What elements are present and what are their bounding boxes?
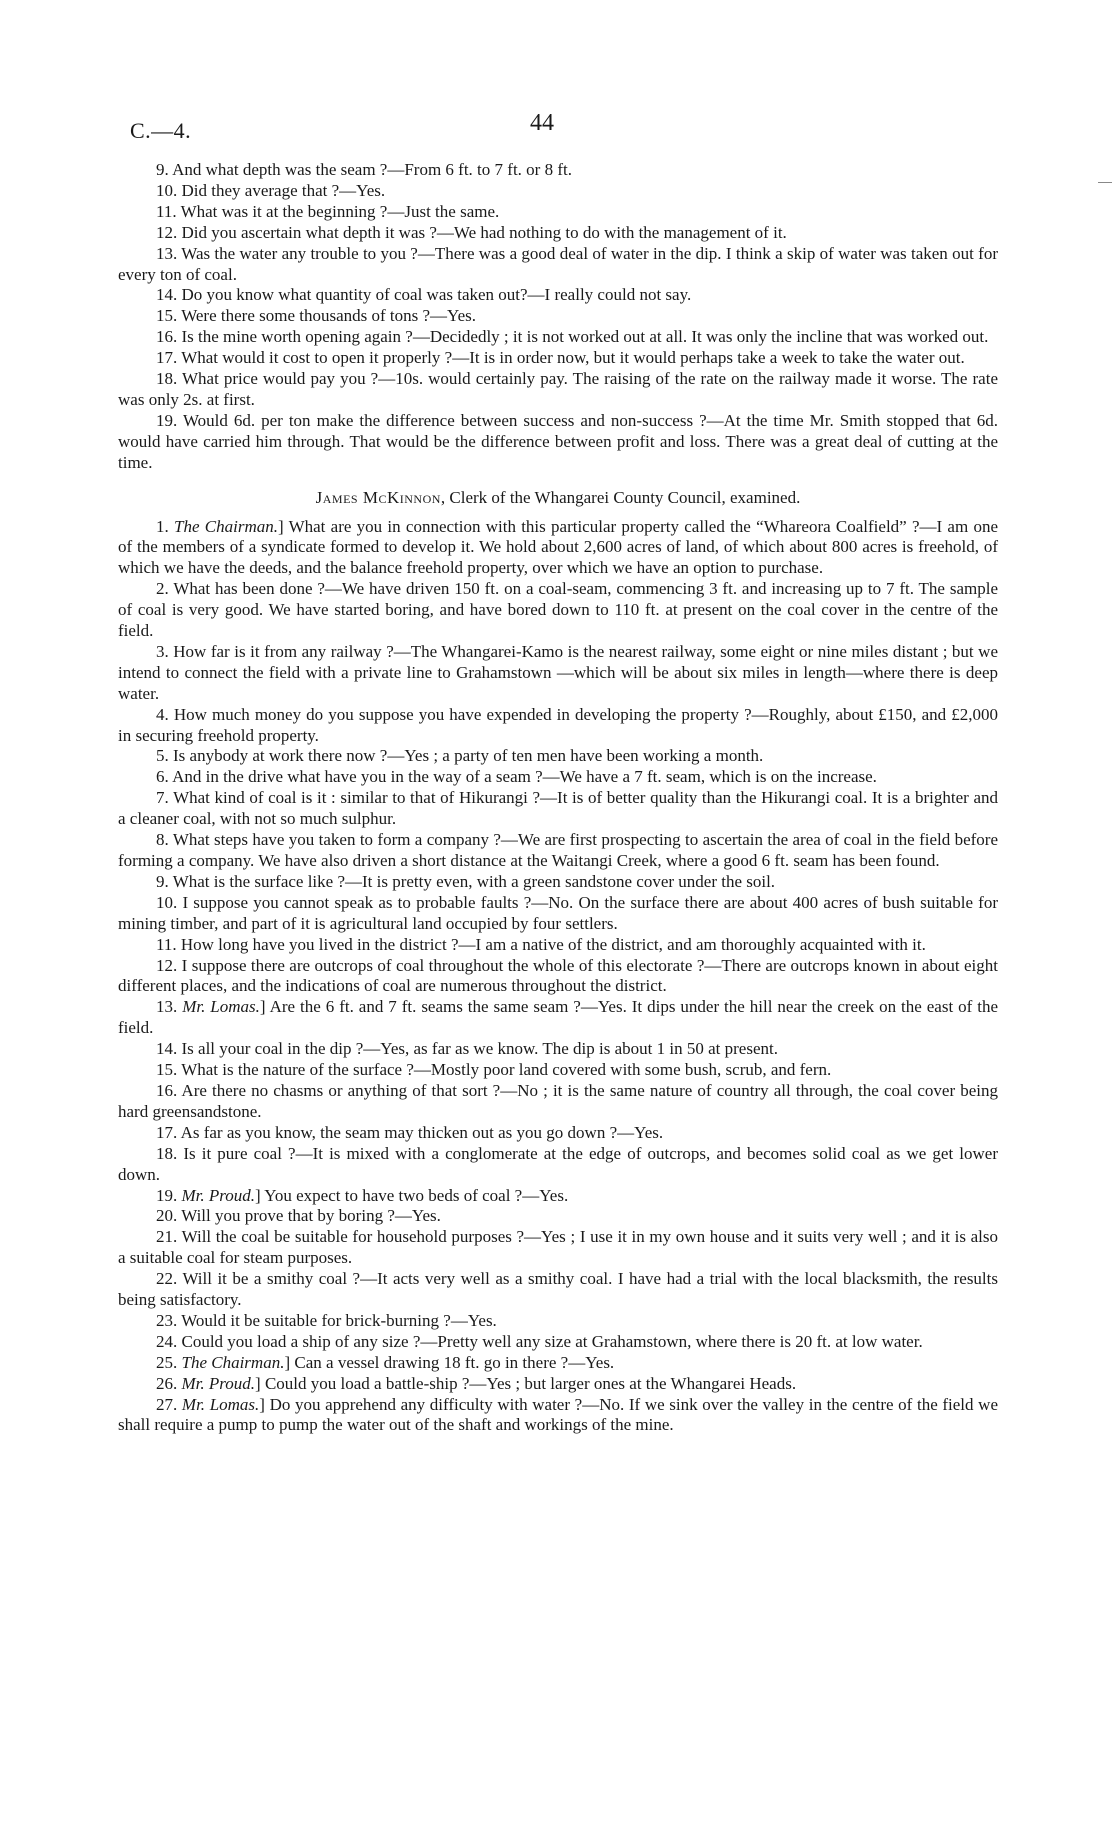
question-paragraph: 19. Mr. Proud.] You expect to have two beds of coal ?—Yes. — [156, 1185, 569, 1205]
question-paragraph — [118, 285, 998, 306]
question-number: 10. — [156, 180, 178, 200]
question-answer-text: And what depth was the seam ?—From 6 ft. to 7 ft. or 8 ft. — [172, 160, 572, 179]
question-number: 7. — [156, 788, 169, 808]
question-answer-text: Are the 6 ft. and 7 ft. seams the same seam ?—Yes. It dips under the hill near the creek on the east of the field. — [118, 997, 998, 1038]
question-answer-text: And in the drive what have you in the way of a seam ?—We have a 7 ft. seam, which is on the increase. — [172, 767, 877, 787]
question-answer-text: What would it cost to open it properly ?—It is in order now, but it would perhaps take a week to take the water out. — [181, 348, 965, 368]
question-paragraph — [118, 705, 998, 747]
question-answer-text: What has been done ?—We have driven 150 ft. on a coal-seam, commencing 3 ft. and increasing up to 7 ft. The sample of coal is very good. We have started boring, and have bored down to 110 ft. at present on the coal cover in the centre of the field. — [118, 579, 998, 641]
speaker-name: Mr. Lomas. — [181, 1394, 260, 1414]
witness-name: James McKinnon — [315, 487, 441, 507]
question-paragraph — [118, 872, 998, 893]
document-body — [118, 160, 998, 1436]
speaker-name: The Chairman. — [181, 1352, 285, 1372]
question-paragraph — [118, 767, 998, 788]
question-paragraph — [118, 746, 998, 767]
question-answer-text: What was it at the beginning ?—Just the same. — [180, 201, 500, 221]
question-number: 23. — [156, 1310, 178, 1330]
question-paragraph — [118, 1206, 998, 1227]
question-number: 21. — [156, 1227, 178, 1247]
question-paragraph — [118, 160, 998, 181]
question-paragraph — [118, 830, 998, 872]
question-number: 14. — [156, 1039, 178, 1059]
question-answer-text: I suppose you cannot speak as to probable faults ?—No. On the surface there are about 400 acres of bush suitable for mining timber, and part of it is agricultural land occupied by four settlers. — [118, 892, 998, 933]
question-answer-text: What is the surface like ?—It is pretty even, with a green sandstone cover under the soil. — [172, 871, 776, 891]
paper-reference: C.—4. — [130, 118, 192, 143]
question-answer-text: Is the mine worth opening again ?—Decidedly ; it is not worked out at all. It was only the incline that was worked out. — [181, 327, 989, 347]
question-paragraph — [118, 181, 998, 202]
question-paragraph — [118, 223, 998, 244]
question-answer-text: How far is it from any railway ?—The Whangarei-Kamo is the nearest railway, some eight or nine miles distant ; but we intend to connect the field with a private line to Grahamstown —which will be about six miles in length—where there is deep water. — [118, 641, 998, 703]
question-number: 10. — [156, 892, 178, 912]
question-answer-text: What are you in connection with this particular property called the “Whareora Coalfield” ?—I am one of the members of a syndicate formed to develop it. We hold about 2,600 acres of land, of which about 800 acres is freehold, of which we have the deeds, and the balance freehold property, over which we have an option to purchase. — [118, 516, 998, 578]
question-paragraph — [118, 788, 998, 830]
question-answer-text: What kind of coal is it : similar to that of Hikurangi ?—It is of better quality than the Hikurangi coal. It is a brighter and a cleaner coal, with not so much sulphur. — [118, 788, 998, 829]
question-paragraph: 27. Mr. Lomas.] Do you apprehend any difficulty with water ?—No. If we sink over the valley in the centre of the field we shall require a pump to pump the water out of the shaft and workings of the mine. — [118, 1394, 998, 1435]
question-paragraph — [118, 579, 998, 642]
question-number: 2. — [156, 579, 169, 599]
question-paragraph — [118, 1123, 998, 1144]
question-answer-text: Is anybody at work there now ?—Yes ; a party of ten men have been working a month. — [173, 746, 764, 766]
question-number: 12. — [156, 955, 178, 975]
question-paragraph — [118, 327, 998, 348]
question-answer-text: Can a vessel drawing 18 ft. go in there ?—Yes. — [294, 1352, 615, 1372]
question-number: 27. — [156, 1394, 178, 1414]
question-answer-text: Will the coal be suitable for household purposes ?—Yes ; I use it in my own house and it suits very well ; and it is also a suitable coal for steam purposes. — [118, 1227, 998, 1268]
speaker-name: Mr. Proud. — [181, 1373, 256, 1393]
question-answer-text: How much money do you suppose you have expended in developing the property ?—Roughly, about £150, and £2,000 in securing freehold property. — [118, 704, 998, 745]
question-answer-text: Is all your coal in the dip ?—Yes, as far as we know. The dip is about 1 in 50 at present. — [181, 1039, 778, 1059]
question-answer-text: Do you know what quantity of coal was taken out?—I really could not say. — [181, 285, 692, 305]
question-paragraph — [118, 1332, 998, 1353]
question-paragraph — [118, 1039, 998, 1060]
question-paragraph — [118, 893, 998, 935]
speaker-name: Mr. Proud. — [181, 1185, 256, 1205]
question-number: 9. — [156, 871, 169, 891]
question-answer-text: Could you load a ship of any size ?—Pretty well any size at Grahamstown, where there is 20 ft. at low water. — [181, 1331, 923, 1351]
question-number: 15. — [156, 306, 178, 326]
question-number: 4. — [156, 704, 169, 724]
question-number: 8. — [156, 830, 169, 850]
witness-role: , Clerk of the Whangarei County Council, examined. — [440, 487, 801, 507]
question-number: 12. — [156, 222, 178, 242]
question-paragraph — [118, 306, 998, 327]
question-number: 1. — [156, 516, 169, 536]
question-answer-text: You expect to have two beds of coal ?—Yes. — [264, 1185, 569, 1205]
speaker-name: The Chairman. — [174, 516, 278, 536]
question-answer-text: Will you prove that by boring ?—Yes. — [181, 1206, 441, 1226]
question-number: 20. — [156, 1206, 178, 1226]
question-number: 17. — [156, 348, 178, 368]
question-number: 9. — [156, 160, 169, 179]
question-paragraph — [118, 1060, 998, 1081]
question-answer-text: Are there no chasms or anything of that sort ?—No ; it is the same nature of country all through, the coal cover being hard greensandstone. — [118, 1080, 998, 1121]
question-answer-text: What is the nature of the surface ?—Mostly poor land covered with some bush, scrub, and fern. — [181, 1060, 832, 1080]
question-paragraph: 1. The Chairman.] What are you in connection with this particular property called the “Whareora Coalfield” ?—I am one of the members of a syndicate formed to develop it. We hold about 2,600 acres of land, of which about 800 acres is freehold, of which we have the deeds, and the balance freehold property, over which we have an option to purchase. — [118, 516, 998, 578]
question-number: 13. — [156, 243, 178, 263]
question-answer-text: Do you apprehend any difficulty with water ?—No. If we sink over the valley in the centre of the field we shall require a pump to pump the water out of the shaft and workings of the mine. — [118, 1394, 998, 1435]
question-number: 18. — [156, 1143, 178, 1163]
question-number: 18. — [156, 369, 178, 389]
question-paragraph — [118, 369, 998, 411]
question-number: 25. — [156, 1352, 178, 1372]
question-paragraph: 25. The Chairman.] Can a vessel drawing 18 ft. go in there ?—Yes. — [156, 1352, 615, 1372]
question-paragraph — [118, 935, 998, 956]
question-paragraph — [118, 1311, 998, 1332]
question-answer-text: Would it be suitable for brick-burning ?—Yes. — [181, 1310, 497, 1330]
question-answer-text: Did they average that ?—Yes. — [181, 180, 386, 200]
question-answer-text: Did you ascertain what depth it was ?—We had nothing to do with the management of it. — [181, 222, 787, 242]
question-answer-text: As far as you know, the seam may thicken out as you go down ?—Yes. — [180, 1122, 664, 1142]
question-number: 17. — [156, 1122, 178, 1142]
question-number: 13. — [156, 997, 178, 1017]
speaker-name: Mr. Lomas. — [182, 997, 260, 1017]
question-paragraph — [118, 244, 998, 286]
question-answer-text: I suppose there are outcrops of coal throughout the whole of this electorate ?—There are outcrops known in about eight different places, and the indications of coal are numerous throughout the district. — [118, 955, 998, 996]
question-number: 14. — [156, 285, 178, 305]
witness-heading — [118, 488, 998, 509]
question-number: 6. — [156, 767, 169, 787]
question-paragraph — [118, 1269, 998, 1311]
question-paragraph — [118, 956, 998, 998]
question-answer-text: Is it pure coal ?—It is mixed with a conglomerate at the edge of outcrops, and becomes solid coal as we get lower down. — [118, 1143, 998, 1184]
question-answer-text: What steps have you taken to form a company ?—We are first prospecting to ascertain the area of coal in the field before forming a company. We have also driven a short distance at the Waitangi Creek, where a good 6 ft. seam has been found. — [118, 830, 998, 870]
question-paragraph — [118, 1081, 998, 1123]
question-number: 15. — [156, 1060, 178, 1080]
question-number: 26. — [156, 1373, 178, 1393]
question-number: 24. — [156, 1331, 178, 1351]
question-answer-text: What price would pay you ?—10s. would certainly pay. The raising of the rate on the railway made it worse. The rate was only 2s. at first. — [118, 369, 998, 409]
question-paragraph — [118, 411, 998, 474]
question-paragraph — [118, 642, 998, 705]
question-answer-text: Was the water any trouble to you ?—There was a good deal of water in the dip. I think a skip of water was taken out for every ton of coal. — [118, 243, 998, 284]
question-paragraph — [118, 1144, 998, 1186]
question-number: 3. — [156, 641, 169, 661]
margin-mark — [1098, 182, 1112, 183]
question-paragraph — [118, 348, 998, 369]
question-answer-text: How long have you lived in the district ?—I am a native of the district, and am thoroughly acquainted with it. — [180, 934, 926, 954]
question-number: 19. — [156, 410, 178, 430]
question-answer-text: Could you load a battle-ship ?—Yes ; but larger ones at the Whangarei Heads. — [264, 1373, 797, 1393]
question-answer-text: Were there some thousands of tons ?—Yes. — [181, 306, 477, 326]
question-number: 22. — [156, 1269, 178, 1289]
question-number: 11. — [156, 934, 177, 954]
question-number: 19. — [156, 1185, 178, 1205]
question-paragraph — [118, 202, 998, 223]
question-number: 5. — [156, 746, 169, 766]
evidence-section-2 — [118, 517, 998, 1437]
evidence-section-1 — [118, 160, 998, 474]
question-answer-text: Will it be a smithy coal ?—It acts very well as a smithy coal. I have had a trial with the local blacksmith, the results being satisfactory. — [118, 1269, 998, 1310]
question-answer-text: Would 6d. per ton make the difference between success and non-success ?—At the time Mr. Smith stopped that 6d. would have carried him through. That would be the difference between profit and loss. There was a great deal of cutting at the time. — [118, 410, 998, 472]
question-number: 16. — [156, 327, 178, 347]
question-number: 16. — [156, 1080, 178, 1100]
page-number: 44 — [530, 110, 554, 136]
question-paragraph: 26. Mr. Proud.] Could you load a battle-ship ?—Yes ; but larger ones at the Whangarei Heads. — [156, 1373, 797, 1393]
question-number: 11. — [156, 201, 177, 221]
question-paragraph: 13. Mr. Lomas.] Are the 6 ft. and 7 ft. seams the same seam ?—Yes. It dips under the hill near the creek on the east of the field. — [118, 997, 998, 1038]
question-paragraph — [118, 1227, 998, 1269]
